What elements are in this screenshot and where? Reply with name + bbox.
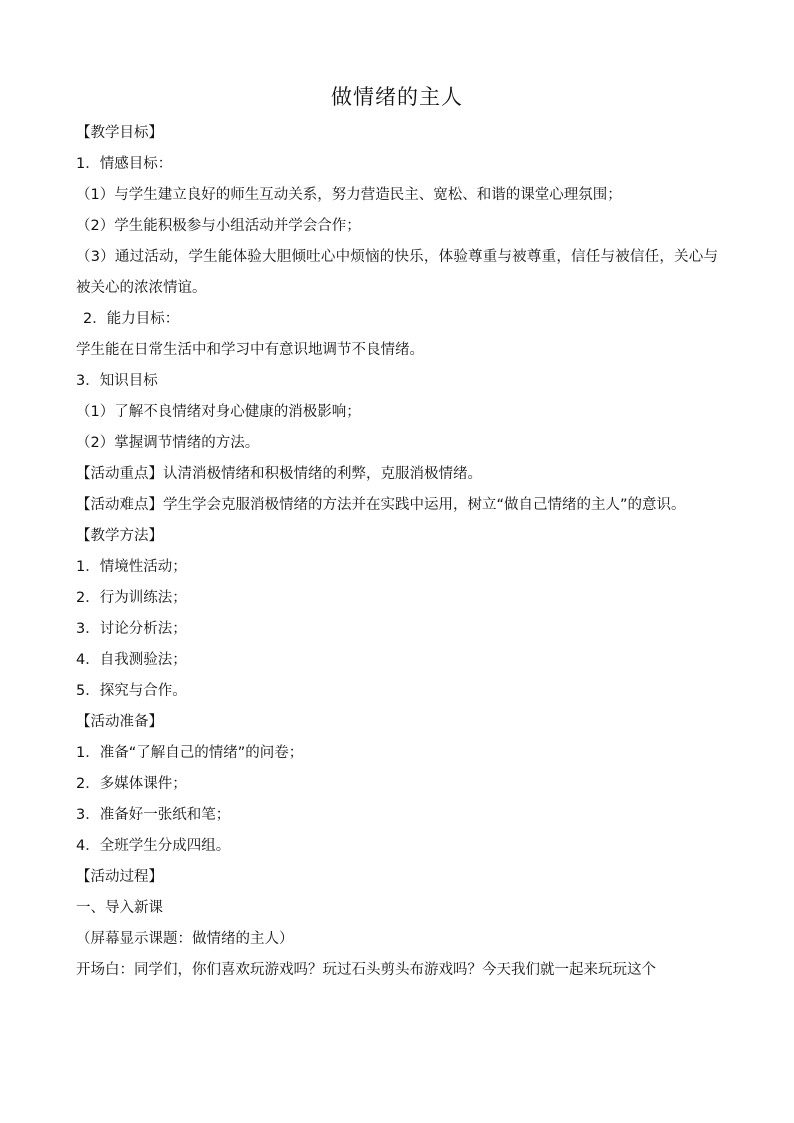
list-item: 3．准备好一张纸和笔； [76,807,231,823]
list-item: 3．讨论分析法； [76,621,187,637]
list-item: （2）掌握调节情绪的方法。 [76,435,260,451]
list-item: 2．能力目标： [83,311,180,327]
section-heading-preparation: 【活动准备】 [76,714,163,730]
list-item: 3．知识目标 [76,373,158,389]
section-heading-teaching-methods: 【教学方法】 [76,528,163,544]
section-heading-teaching-goals: 【教学目标】 [76,125,163,141]
list-item: 4．自我测验法； [76,652,187,668]
activity-focus: 【活动重点】认清消极情绪和积极情绪的利弊，克服消极情绪。 [76,466,482,482]
list-item: 5．探究与合作。 [76,683,187,699]
list-item: 1．准备“了解自己的情绪”的问卷； [76,745,304,761]
list-item: 1．情感目标： [76,156,173,172]
paragraph: 开场白：同学们，你们喜欢玩游戏吗？玩过石头剪头布游戏吗？今天我们就一起来玩玩这个 [76,962,656,978]
list-item: 2．行为训练法； [76,590,187,606]
document-title: 做情绪的主人 [331,85,463,109]
list-item: （1）了解不良情绪对身心健康的消极影响； [76,404,361,420]
list-item: 4．全班学生分成四组。 [76,838,231,854]
paragraph: （屏幕显示课题：做情绪的主人） [76,931,294,947]
paragraph: 学生能在日常生活中和学习中有意识地调节不良情绪。 [76,342,424,358]
list-item: （1）与学生建立良好的师生互动关系，努力营造民主、宽松、和谐的课堂心理氛围； [76,187,622,203]
subsection-heading: 一、导入新课 [76,900,163,916]
activity-difficulty: 【活动难点】学生学会克服消极情绪的方法并在实践中运用，树立“做自己情绪的主人”的意识。 [76,497,686,513]
list-item: 1．情境性活动； [76,559,187,575]
list-item: （2）学生能积极参与小组活动并学会合作； [76,218,361,234]
list-item: 2．多媒体课件； [76,776,187,792]
list-item: （3）通过活动，学生能体验大胆倾吐心中烦恼的快乐，体验尊重与被尊重，信任与被信任，关心与被关心的浓浓情谊。 [76,249,718,296]
section-heading-process: 【活动过程】 [76,869,163,885]
document-body [76,118,718,986]
